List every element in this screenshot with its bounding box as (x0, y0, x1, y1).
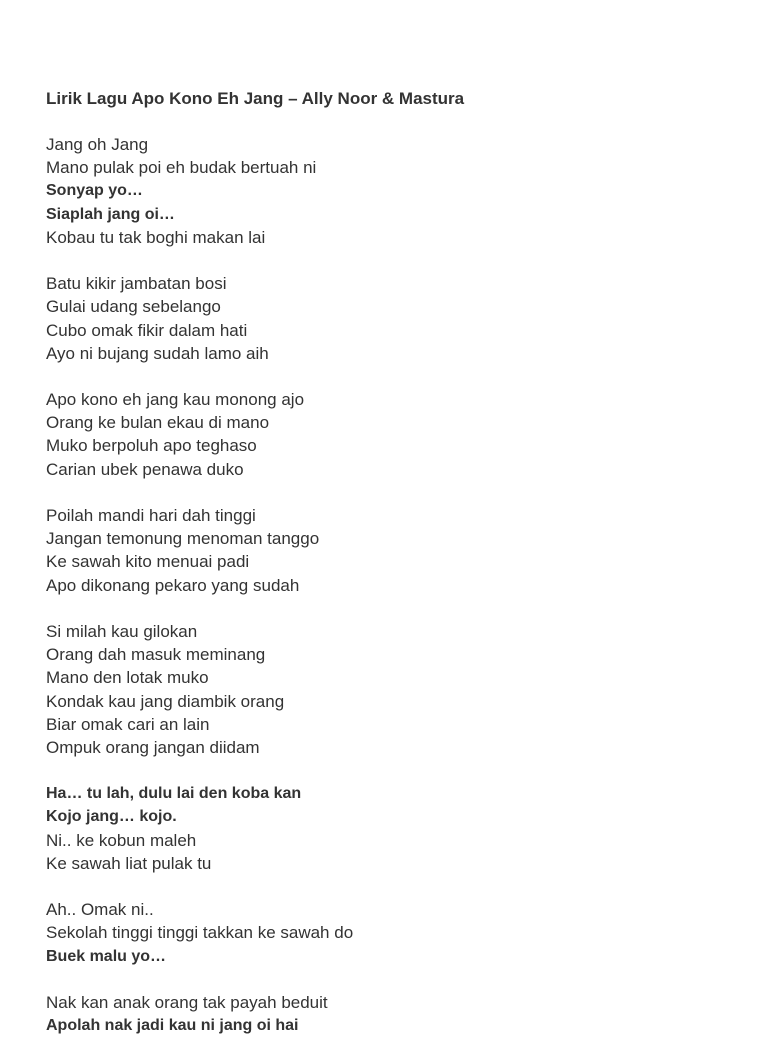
lyric-line: Ke sawah kito menuai padi (46, 552, 250, 572)
stanza-break (46, 249, 353, 272)
lyric-line: Ni.. ke kobun maleh (46, 830, 197, 850)
lyric-line: Apo kono eh jang kau monong ajo (46, 390, 305, 410)
stanza-break (46, 968, 353, 991)
stanza-break (46, 365, 353, 388)
lyric-line: Kobau tu tak boghi makan lai (46, 227, 266, 247)
stanza-break (46, 875, 353, 898)
lyric-line: Biar omak cari an lain (46, 714, 210, 734)
lyric-line: Kondak kau jang diambik orang (46, 691, 285, 711)
lyric-line: Ompuk orang jangan diidam (46, 737, 260, 757)
lyric-line: Apo dikonang pekaro yang sudah (46, 575, 300, 595)
lyric-line: Poilah mandi hari dah tinggi (46, 506, 256, 525)
lyric-line: Mano pulak poi eh budak bertuah ni (46, 158, 317, 178)
lyric-line: Gulai udang sebelango (46, 297, 221, 317)
lyric-line: Jang oh Jang (46, 135, 149, 154)
lyric-line: Apolah nak jadi kau ni jang oi hai (46, 1017, 299, 1035)
lyric-line: Siaplah jang oi… (46, 205, 175, 223)
lyric-line: Nak kan anak orang tak payah beduit (46, 992, 328, 1012)
lyric-line: Buek malu yo… (46, 947, 167, 965)
lyric-line: Orang dah masuk meminang (46, 645, 266, 665)
lyric-line: Jangan temonung menoman tanggo (46, 529, 320, 549)
lyric-line: Sekolah tinggi tinggi takkan ke sawah do (46, 923, 354, 943)
lyric-line: Orang ke bulan ekau di mano (46, 413, 270, 433)
lyric-line: Ke sawah liat pulak tu (46, 853, 212, 873)
document-title: Lirik Lagu Apo Kono Eh Jang – Ally Noor & Mastura (46, 89, 465, 108)
lyric-line: Sonyap yo… (46, 182, 143, 200)
stanza-break (46, 759, 353, 782)
lyric-line: Ah.. Omak ni.. (46, 900, 154, 920)
lyric-line: Si milah kau gilokan (46, 621, 198, 641)
stanza-break (46, 597, 353, 620)
lyric-line: Batu kikir jambatan bosi (46, 274, 227, 294)
lyrics-body (46, 133, 353, 1037)
lyric-line: Kojo jang… kojo. (46, 808, 177, 826)
lyric-line: Carian ubek penawa duko (46, 459, 244, 479)
stanza-break (46, 481, 353, 504)
lyric-line: Ayo ni bujang sudah lamo aih (46, 343, 269, 363)
lyric-line: Cubo omak fikir dalam hati (46, 320, 248, 340)
lyric-line: Muko berpoluh apo teghaso (46, 436, 257, 456)
lyric-line: Mano den lotak muko (46, 668, 209, 688)
lyric-line: Ha… tu lah, dulu lai den koba kan (46, 785, 302, 803)
